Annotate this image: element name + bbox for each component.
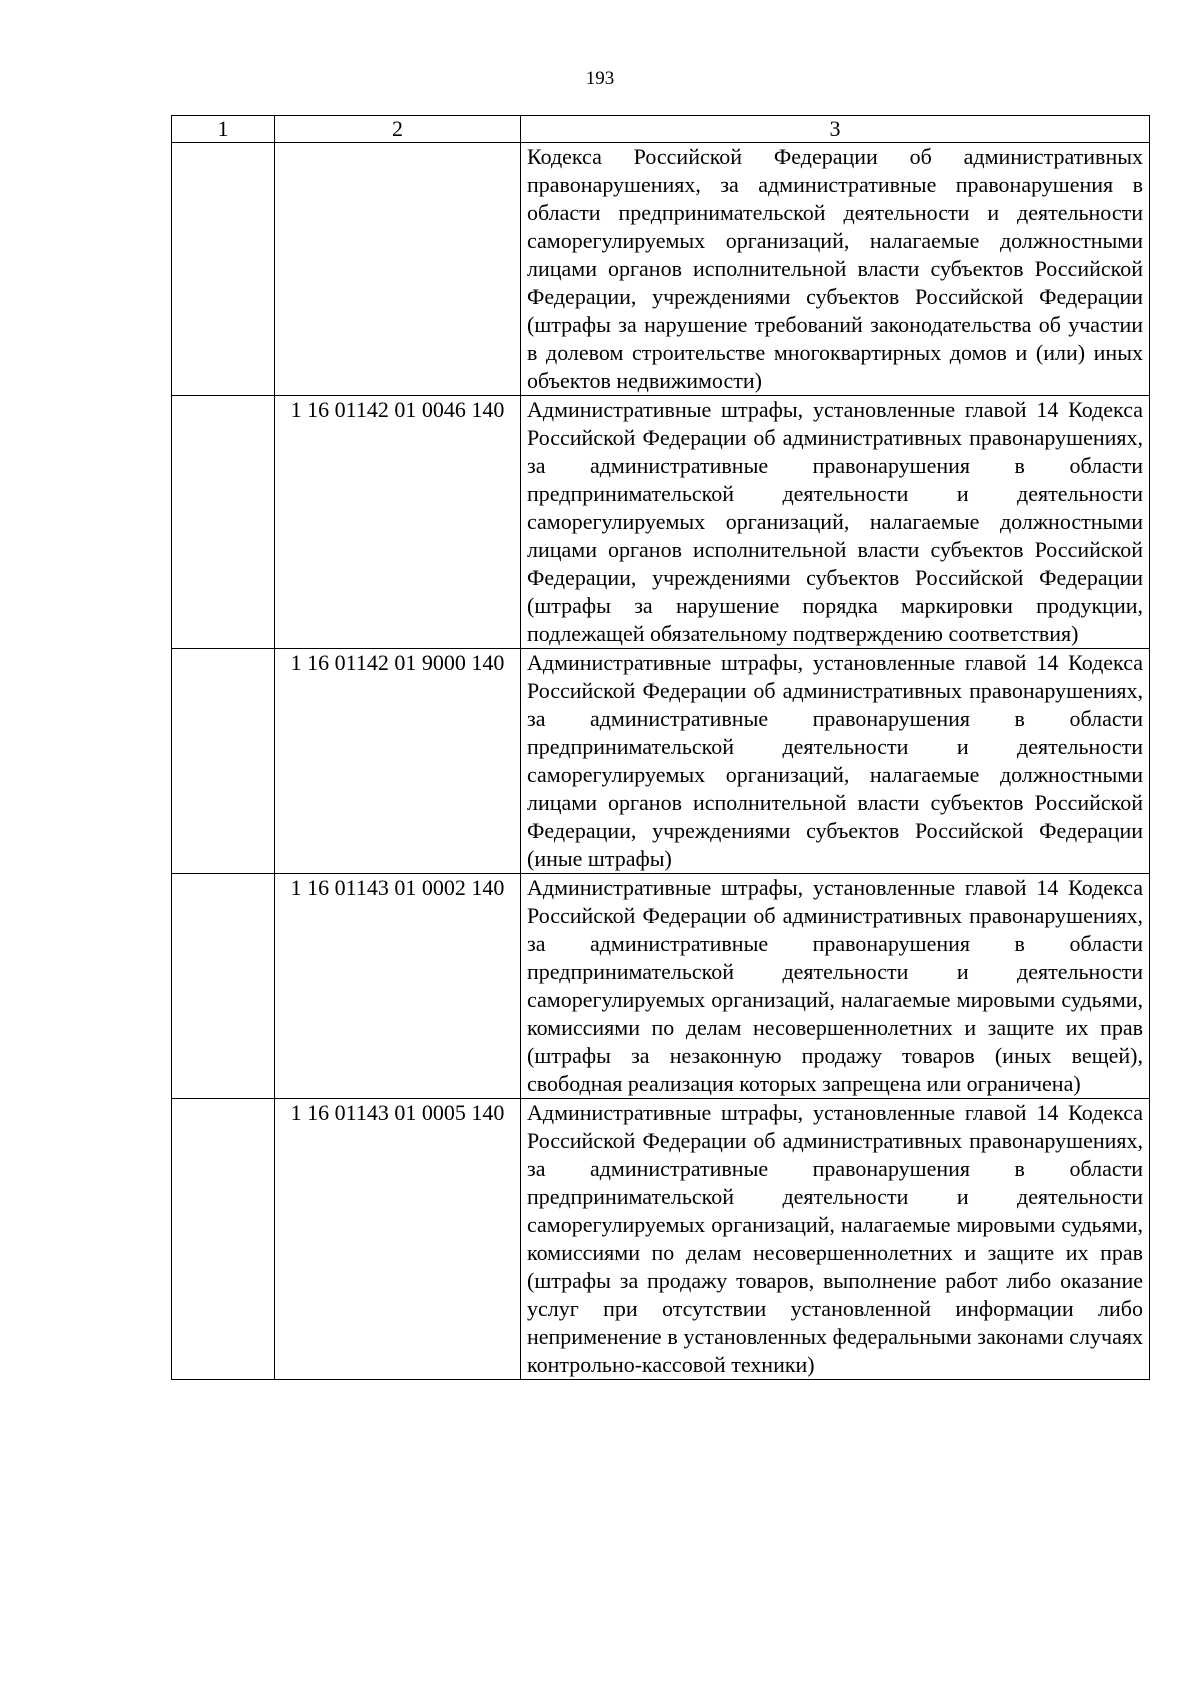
table-row (172, 143, 1150, 396)
row-cell-admin-code (172, 143, 275, 396)
row-cell-admin-code (172, 649, 275, 874)
row-cell-description: Административные штрафы, установленные главой 14 Кодекса Российской Федерации об административных правонарушениях, за административные правонарушения в области предпринимательской деятельности и деятельности саморегулируемых организаций, налагаемые должностными лицами органов исполнительной власти субъектов Российской Федерации, учреждениями субъектов Российской Федерации (штрафы за нарушение порядка маркировки продукции, подлежащей обязательному подтверждению соответствия) (521, 396, 1150, 649)
row-cell-admin-code (172, 874, 275, 1099)
row-cell-description: Административные штрафы, установленные главой 14 Кодекса Российской Федерации об административных правонарушениях, за административные правонарушения в области предпринимательской деятельности и деятельности саморегулируемых организаций, налагаемые должностными лицами органов исполнительной власти субъектов Российской Федерации, учреждениями субъектов Российской Федерации (иные штрафы) (521, 649, 1150, 874)
budget-classification-table (171, 115, 1150, 1380)
row-cell-budget-code: 1 16 01142 01 0046 140 (275, 396, 521, 649)
row-cell-budget-code: 1 16 01142 01 9000 140 (275, 649, 521, 874)
page-number: 193 (585, 68, 615, 89)
row-cell-description: Административные штрафы, установленные главой 14 Кодекса Российской Федерации об административных правонарушениях, за административные правонарушения в области предпринимательской деятельности и деятельности саморегулируемых организаций, налагаемые мировыми судьями, комиссиями по делам несовершеннолетних и защите их прав (штрафы за незаконную продажу товаров (иных вещей), свободная реализация которых запрещена или ограничена) (521, 874, 1150, 1099)
row-cell-admin-code (172, 1099, 275, 1380)
row-cell-budget-code: 1 16 01143 01 0005 140 (275, 1099, 521, 1380)
header-cell-3: 3 (521, 116, 1150, 143)
row-cell-description: Кодекса Российской Федерации об административных правонарушениях, за административные правонарушения в области предпринимательской деятельности и деятельности саморегулируемых организаций, налагаемые должностными лицами органов исполнительной власти субъектов Российской Федерации, учреждениями субъектов Российской Федерации (штрафы за нарушение требований законодательства об участии в долевом строительстве многоквартирных домов и (или) иных объектов недвижимости) (521, 143, 1150, 396)
table-row (172, 649, 1150, 874)
table-row (172, 874, 1150, 1099)
table-header-row (172, 116, 1150, 143)
row-cell-description: Административные штрафы, установленные главой 14 Кодекса Российской Федерации об административных правонарушениях, за административные правонарушения в области предпринимательской деятельности и деятельности саморегулируемых организаций, налагаемые мировыми судьями, комиссиями по делам несовершеннолетних и защите их прав (штрафы за продажу товаров, выполнение работ либо оказание услуг при отсутствии установленной информации либо неприменение в установленных федеральными законами случаях контрольно-кассовой техники) (521, 1099, 1150, 1380)
row-cell-admin-code (172, 396, 275, 649)
header-cell-1: 1 (172, 116, 275, 143)
table-row (172, 1099, 1150, 1380)
row-cell-budget-code (275, 143, 521, 396)
header-cell-2: 2 (275, 116, 521, 143)
row-cell-budget-code: 1 16 01143 01 0002 140 (275, 874, 521, 1099)
table-row (172, 396, 1150, 649)
